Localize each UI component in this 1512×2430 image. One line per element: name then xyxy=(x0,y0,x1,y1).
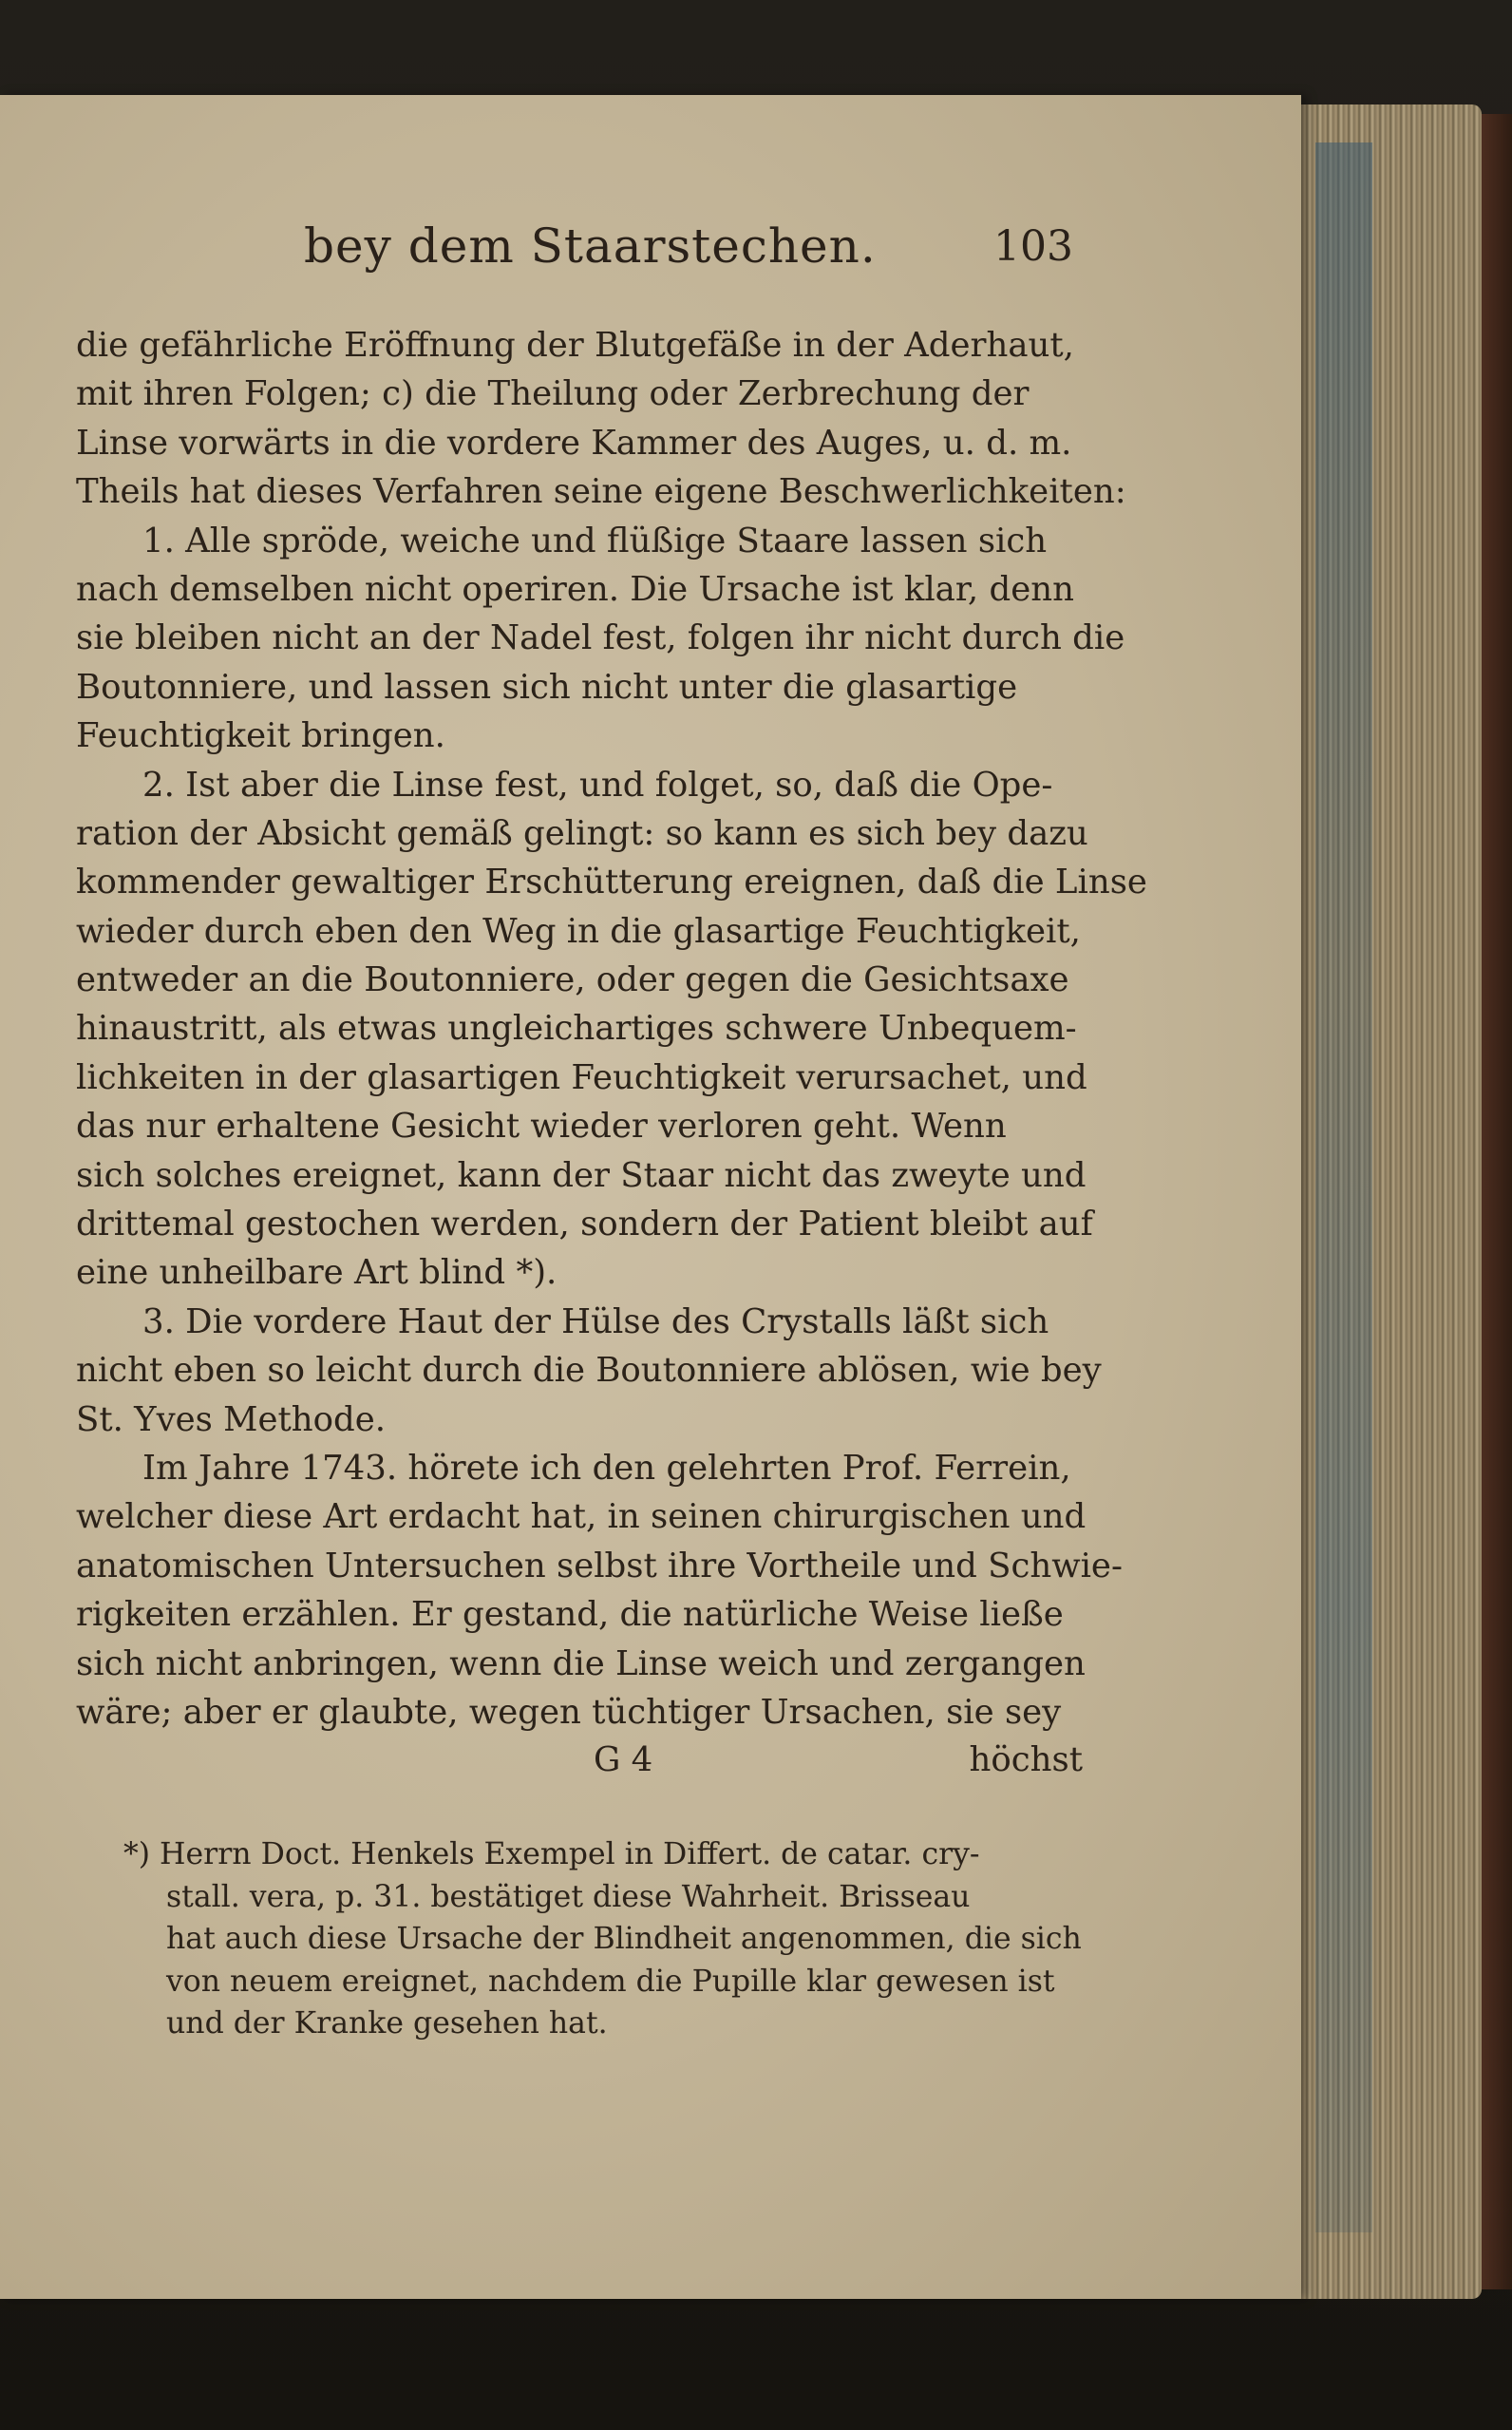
text-line: die gefährliche Eröffnung der Blutgefäße in der Aderhaut, xyxy=(76,326,1074,365)
catchword: höchst xyxy=(969,1740,1083,1779)
signature-line xyxy=(76,1740,1083,1790)
text-line: kommender gewaltiger Erschütterung ereignen, daß die Linse xyxy=(76,863,1147,902)
page-header xyxy=(304,218,1073,285)
text-line: drittemal gestochen werden, sondern der Patient bleibt auf xyxy=(76,1205,1093,1244)
text-line: Linse vorwärts in die vordere Kammer des Auges, u. d. m. xyxy=(76,423,1072,463)
footnote-line: *) Herrn Doct. Henkels Exempel in Differt. de catar. cry- xyxy=(123,1837,980,1871)
text-line: das nur erhaltene Gesicht wieder verloren geht. Wenn xyxy=(76,1107,1007,1147)
text-line: St. Yves Methode. xyxy=(76,1399,387,1439)
footnote-line: stall. vera, p. 31. bestätiget diese Wahrheit. Brisseau xyxy=(166,1879,971,1914)
text-line: nicht eben so leicht durch die Boutonniere ablösen, wie bey xyxy=(76,1351,1102,1391)
text-line: hinaustritt, als etwas ungleichartiges schwere Unbequem- xyxy=(76,1009,1077,1049)
text-line: 2. Ist aber die Linse fest, und folget, so, daß die Ope- xyxy=(142,765,1053,805)
main-text xyxy=(76,321,1147,1737)
text-line: Im Jahre 1743. hörete ich den gelehrten Prof. Ferrein, xyxy=(142,1448,1071,1488)
text-line: sich nicht anbringen, wenn die Linse weich und zergangen xyxy=(76,1643,1086,1683)
text-line: eine unheilbare Art blind *). xyxy=(76,1253,558,1293)
text-line: rigkeiten erzählen. Er gestand, die natürliche Weise ließe xyxy=(76,1595,1064,1635)
text-line: sich solches ereignet, kann der Staar nicht das zweyte und xyxy=(76,1155,1087,1195)
text-line: lichkeiten in der glasartigen Feuchtigkeit verursachet, und xyxy=(76,1057,1087,1097)
text-line: mit ihren Folgen; c) die Theilung oder Zerbrechung der xyxy=(76,374,1030,414)
signature-mark: G 4 xyxy=(594,1740,653,1779)
text-line: wäre; aber er glaubte, wegen tüchtiger Ursachen, sie sey xyxy=(76,1692,1062,1732)
text-line: ration der Absicht gemäß gelingt: so kann es sich bey dazu xyxy=(76,813,1088,853)
page-edge-stain xyxy=(1315,142,1372,2232)
text-line: Theils hat dieses Verfahren seine eigene Beschwerlichkeiten: xyxy=(76,472,1126,512)
page-number: 103 xyxy=(993,222,1073,271)
running-head: bey dem Staarstechen. xyxy=(304,218,877,274)
text-line: anatomischen Untersuchen selbst ihre Vortheile und Schwie- xyxy=(76,1546,1123,1585)
text-line: welcher diese Art erdacht hat, in seinen chirurgischen und xyxy=(76,1497,1087,1537)
text-line: 3. Die vordere Haut der Hülse des Crystalls läßt sich xyxy=(142,1301,1049,1341)
footnote-line: hat auch diese Ursache der Blindheit angenommen, die sich xyxy=(166,1922,1082,1956)
text-line: entweder an die Boutonniere, oder gegen die Gesichtsaxe xyxy=(76,960,1069,1000)
text-line: Boutonniere, und lassen sich nicht unter die glasartige xyxy=(76,667,1018,707)
footnote-line: von neuem ereignet, nachdem die Pupille klar gewesen ist xyxy=(166,1964,1055,1999)
footnote xyxy=(123,1833,1092,2045)
text-line: sie bleiben nicht an der Nadel fest, folgen ihr nicht durch die xyxy=(76,618,1125,658)
text-line: 1. Alle spröde, weiche und flüßige Staare lassen sich xyxy=(142,521,1048,560)
text-line: wieder durch eben den Weg in die glasartige Feuchtigkeit, xyxy=(76,911,1081,951)
text-line: nach demselben nicht operiren. Die Ursache ist klar, denn xyxy=(76,569,1074,609)
text-line: Feuchtigkeit bringen. xyxy=(76,716,445,756)
footnote-line: und der Kranke gesehen hat. xyxy=(166,2006,608,2041)
